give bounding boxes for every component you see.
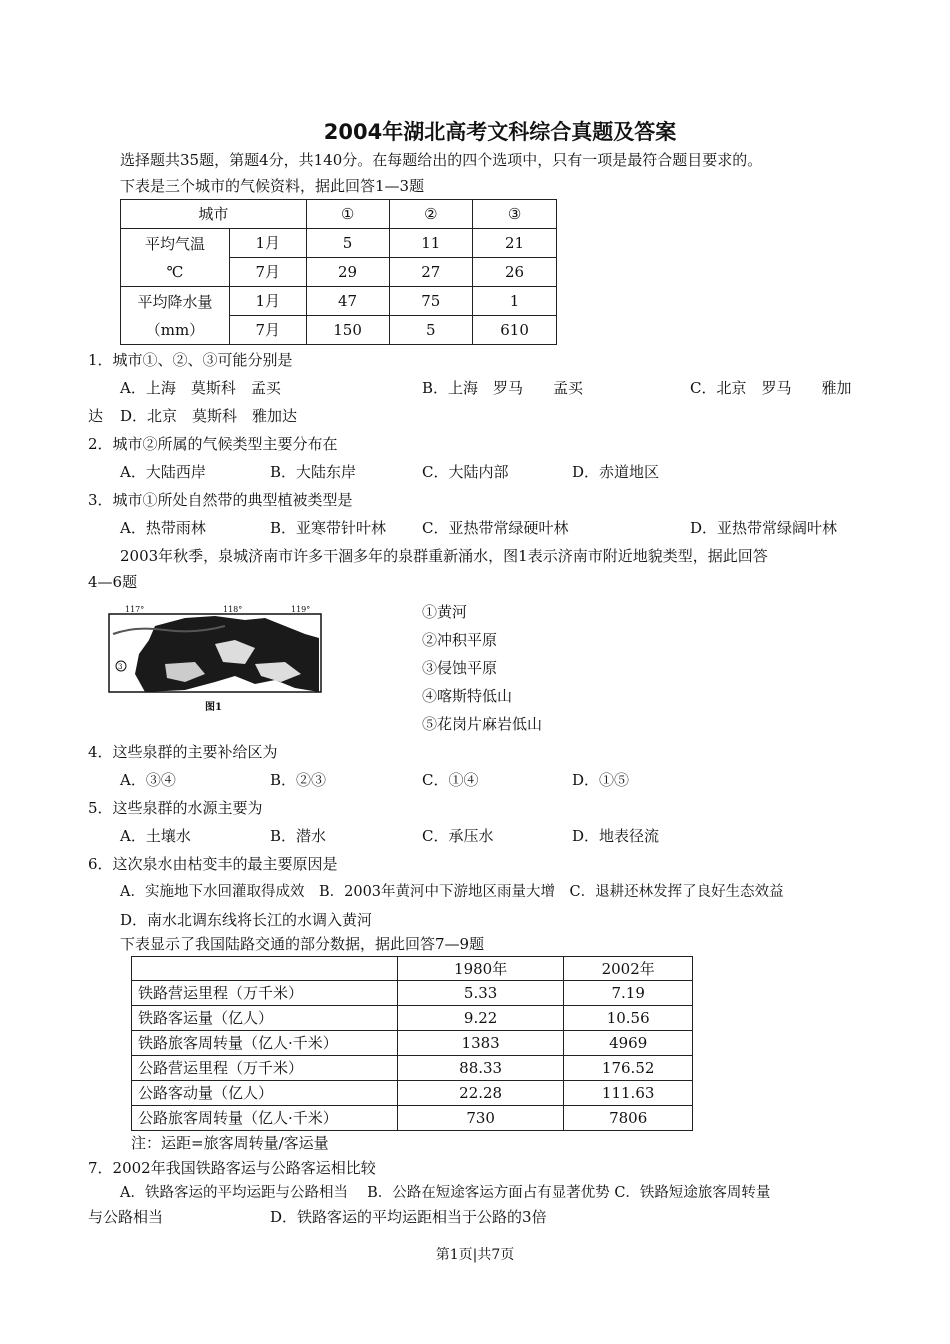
- option: D．南水北调东线将长江的水调入黄河: [120, 911, 373, 929]
- legend-item: ⑤花岗片麻岩低山: [422, 715, 543, 733]
- table2-caption: 下表显示了我国陆路交通的部分数据，据此回答7—9题: [120, 935, 485, 953]
- row-group-label: 平均气温 ℃: [121, 229, 230, 287]
- transport-table: [131, 956, 693, 1131]
- table-cell: 5: [306, 229, 389, 258]
- table-cell: 27: [389, 258, 473, 287]
- question-stem: 3．城市①所处自然带的典型植被类型是: [88, 491, 353, 509]
- table-cell: 22.28: [397, 1081, 563, 1106]
- option: A．大陆西岸: [120, 463, 206, 481]
- intro-text: 选择题共35题，第题4分，共140分。在每题给出的四个选项中，只有一项是最符合题目要求的。: [120, 151, 763, 169]
- row-group-label: 平均降水量 （mm）: [121, 287, 230, 345]
- table-cell: 176.52: [564, 1056, 693, 1081]
- svg-text:3: 3: [118, 663, 123, 671]
- question-stem: 6．这次泉水由枯变丰的最主要原因是: [88, 855, 338, 873]
- table-cell: 11: [389, 229, 473, 258]
- landform-map: [105, 604, 325, 714]
- page-title: 2004年湖北高考文科综合真题及答案: [323, 120, 677, 144]
- passage-text: 4—6题: [88, 573, 138, 591]
- option: D．铁路客运的平均运距相当于公路的3倍: [270, 1208, 547, 1226]
- table-header-cell: [132, 957, 398, 981]
- legend-item: ③侵蚀平原: [422, 659, 498, 677]
- option: D．地表径流: [572, 827, 660, 845]
- option: A．土壤水: [120, 827, 191, 845]
- table-cell: 47: [306, 287, 389, 316]
- table-cell: 29: [306, 258, 389, 287]
- question-stem: 7．2002年我国铁路客运与公路客运相比较: [88, 1159, 376, 1177]
- table-cell: 610: [473, 316, 557, 345]
- table-header-cell: 城市: [121, 200, 307, 229]
- row-label: 铁路营运里程（万千米）: [132, 981, 398, 1006]
- option: C．亚热带常绿硬叶林: [422, 519, 569, 537]
- table-header-cell: ②: [389, 200, 473, 229]
- table-header-cell: 1980年: [397, 957, 563, 981]
- option: D．亚热带常绿阔叶林: [690, 519, 838, 537]
- question-stem: 5．这些泉群的水源主要为: [88, 799, 263, 817]
- table-cell: 730: [397, 1106, 563, 1131]
- longitude-label: 119°: [291, 605, 311, 614]
- row-label: 铁路旅客周转量（亿人·千米）: [132, 1031, 398, 1056]
- table-cell: 88.33: [397, 1056, 563, 1081]
- option: D．①⑤: [572, 771, 630, 789]
- option: C．北京 罗马 雅加: [690, 379, 852, 397]
- month-cell: 1月: [229, 287, 306, 316]
- table-header-cell: ①: [306, 200, 389, 229]
- table-cell: 5.33: [397, 981, 563, 1006]
- month-cell: 1月: [229, 229, 306, 258]
- table-cell: 26: [473, 258, 557, 287]
- figure-caption: 图1: [205, 702, 222, 713]
- table-header-cell: 2002年: [564, 957, 693, 981]
- legend-item: ②冲积平原: [422, 631, 498, 649]
- passage-text: 2003年秋季，泉城济南市许多干涸多年的泉群重新涌水，图1表示济南市附近地貌类型，据此回答: [120, 547, 768, 565]
- table-cell: 21: [473, 229, 557, 258]
- table-cell: 4969: [564, 1031, 693, 1056]
- legend-item: ①黄河: [422, 603, 468, 621]
- question-stem: 1．城市①、②、③可能分别是: [88, 351, 293, 369]
- option-continuation: 与公路相当: [88, 1208, 164, 1226]
- option: D．赤道地区: [572, 463, 660, 481]
- table-cell: 1: [473, 287, 557, 316]
- page-footer: 第1页|共7页: [435, 1247, 515, 1263]
- climate-table: [120, 199, 557, 345]
- option: C．大陆内部: [422, 463, 509, 481]
- option: A．上海 莫斯科 孟买: [120, 379, 281, 397]
- question-stem: 2．城市②所属的气候类型主要分布在: [88, 435, 338, 453]
- table-cell: 7.19: [564, 981, 693, 1006]
- month-cell: 7月: [229, 316, 306, 345]
- table-cell: 7806: [564, 1106, 693, 1131]
- option: A．③④: [120, 771, 176, 789]
- option-line: A．铁路客运的平均运距与公路相当 B．公路在短途客运方面占有显著优势 C．铁路短途旅客周转量: [120, 1185, 771, 1201]
- option-continuation: 达: [88, 407, 104, 425]
- option: B．大陆东岸: [270, 463, 357, 481]
- month-cell: 7月: [229, 258, 306, 287]
- row-label: 公路客动量（亿人）: [132, 1081, 398, 1106]
- row-label: 铁路客运量（亿人）: [132, 1006, 398, 1031]
- table-cell: 75: [389, 287, 473, 316]
- table-header-cell: ③: [473, 200, 557, 229]
- table1-caption: 下表是三个城市的气候资料，据此回答1—3题: [120, 177, 425, 195]
- table-cell: 1383: [397, 1031, 563, 1056]
- option: B．亚寒带针叶林: [270, 519, 387, 537]
- legend-item: ④喀斯特低山: [422, 687, 513, 705]
- row-label: 公路营运里程（万千米）: [132, 1056, 398, 1081]
- option: C．承压水: [422, 827, 494, 845]
- table-cell: 9.22: [397, 1006, 563, 1031]
- table-cell: 150: [306, 316, 389, 345]
- option: D．北京 莫斯科 雅加达: [120, 407, 298, 425]
- table-cell: 111.63: [564, 1081, 693, 1106]
- longitude-label: 118°: [223, 605, 243, 614]
- option: B．上海 罗马 孟买: [422, 379, 584, 397]
- option: C．①④: [422, 771, 479, 789]
- table-cell: 10.56: [564, 1006, 693, 1031]
- option: B．潜水: [270, 827, 327, 845]
- table-note: 注：运距=旅客周转量/客运量: [131, 1134, 329, 1152]
- option: B．②③: [270, 771, 327, 789]
- table-cell: 5: [389, 316, 473, 345]
- option-line: A．实施地下水回灌取得成效 B．2003年黄河中下游地区雨量大增 C．退耕还林发挥了良好生态效益: [120, 884, 784, 900]
- longitude-label: 117°: [125, 605, 145, 614]
- row-label: 公路旅客周转量（亿人·千米）: [132, 1106, 398, 1131]
- option: A．热带雨林: [120, 519, 206, 537]
- question-stem: 4．这些泉群的主要补给区为: [88, 743, 278, 761]
